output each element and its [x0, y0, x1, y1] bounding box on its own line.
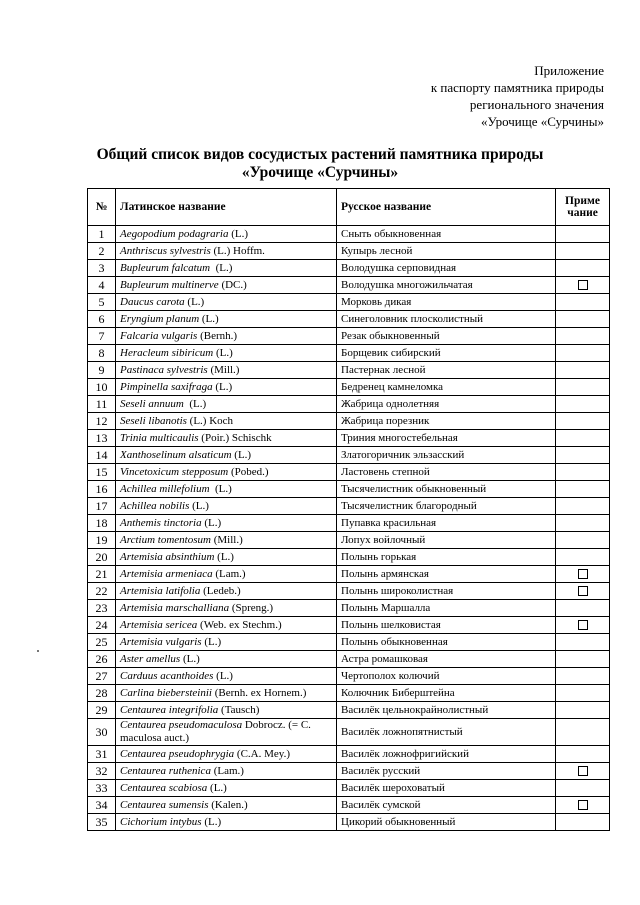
row-number: 17	[88, 498, 116, 515]
row-number: 9	[88, 362, 116, 379]
russian-name: Полынь горькая	[337, 549, 556, 566]
table-row	[88, 600, 610, 617]
author-citation: (L.)	[184, 295, 205, 308]
species-name: Centaurea pseudophrygia	[120, 747, 235, 760]
author-citation: (C.A. Mey.)	[234, 747, 290, 760]
species-name: Aster amellus	[120, 652, 181, 665]
author-citation: (L.)	[183, 397, 207, 410]
note-cell	[556, 702, 610, 719]
note-cell	[556, 464, 610, 481]
row-number: 33	[88, 780, 116, 797]
author-citation: (L.)	[231, 448, 252, 461]
row-number: 21	[88, 566, 116, 583]
latin-name-cell	[116, 379, 337, 396]
latin-name-cell	[116, 498, 337, 515]
author-citation: (L.)	[201, 516, 222, 529]
latin-name-cell	[116, 719, 337, 746]
row-number: 26	[88, 651, 116, 668]
russian-name: Купырь лесной	[337, 243, 556, 260]
author-citation: (Kalen.)	[208, 798, 248, 811]
note-cell	[556, 797, 610, 814]
latin-name-cell	[116, 226, 337, 243]
species-name: Artemisia armeniaca	[120, 567, 213, 580]
species-name: Anthriscus sylvestris	[120, 244, 211, 257]
table-row	[88, 226, 610, 243]
species-name: Arctium tomentosum	[120, 533, 211, 546]
note-cell	[556, 362, 610, 379]
table-row	[88, 549, 610, 566]
author-citation: (Spreng.)	[229, 601, 274, 614]
latin-name-cell	[116, 634, 337, 651]
row-number: 10	[88, 379, 116, 396]
author-citation: (L.)	[201, 635, 222, 648]
species-name: Bupleurum multinerve	[120, 278, 219, 291]
species-name: Centaurea ruthenica	[120, 764, 211, 777]
note-cell	[556, 447, 610, 464]
species-name: Achillea nobilis	[120, 499, 190, 512]
latin-name-cell	[116, 583, 337, 600]
species-name: Cichorium intybus	[120, 815, 202, 828]
author-citation: (L.)	[207, 781, 227, 794]
row-number: 27	[88, 668, 116, 685]
russian-name: Лопух войлочный	[337, 532, 556, 549]
species-name: Seseli libanotis	[120, 414, 187, 427]
russian-name: Колючник Биберштейна	[337, 685, 556, 702]
row-number: 34	[88, 797, 116, 814]
species-name: Falcaria vulgaris	[120, 329, 198, 342]
russian-name: Полынь обыкновенная	[337, 634, 556, 651]
latin-name-cell	[116, 566, 337, 583]
species-name: Centaurea scabiosa	[120, 781, 208, 794]
table-row	[88, 260, 610, 277]
note-cell	[556, 719, 610, 746]
table-row	[88, 797, 610, 814]
table-row	[88, 430, 610, 447]
author-citation: (Lam.)	[212, 567, 246, 580]
latin-name-cell	[116, 260, 337, 277]
note-cell	[556, 328, 610, 345]
table-row	[88, 780, 610, 797]
table-row	[88, 617, 610, 634]
russian-name: Бедренец камнеломка	[337, 379, 556, 396]
table-row	[88, 532, 610, 549]
author-citation: (Poir.) Schischk	[198, 431, 272, 444]
row-number: 15	[88, 464, 116, 481]
checkbox-icon	[578, 800, 588, 810]
appendix-line: регионального значения	[469, 97, 604, 112]
russian-name: Ластовень степной	[337, 464, 556, 481]
row-number: 3	[88, 260, 116, 277]
author-citation: (L.)	[209, 482, 232, 495]
row-number: 16	[88, 481, 116, 498]
latin-name-cell	[116, 814, 337, 831]
species-name: Daucus carota	[120, 295, 185, 308]
species-table	[87, 188, 610, 831]
latin-name-cell	[116, 685, 337, 702]
russian-name: Сныть обыкновенная	[337, 226, 556, 243]
table-row	[88, 396, 610, 413]
table-row	[88, 311, 610, 328]
latin-name-cell	[116, 396, 337, 413]
table-row	[88, 515, 610, 532]
table-row	[88, 668, 610, 685]
note-cell	[556, 600, 610, 617]
russian-name: Жабрица однолетняя	[337, 396, 556, 413]
note-cell	[556, 685, 610, 702]
note-cell	[556, 566, 610, 583]
russian-name: Василёк сумской	[337, 797, 556, 814]
appendix-header	[431, 62, 604, 130]
latin-name-cell	[116, 532, 337, 549]
species-name: Centaurea integrifolia	[120, 703, 219, 716]
author-citation: (L.)	[214, 550, 234, 563]
note-cell	[556, 226, 610, 243]
note-cell	[556, 481, 610, 498]
row-number: 29	[88, 702, 116, 719]
latin-name-cell	[116, 600, 337, 617]
species-name: Artemisia vulgaris	[120, 635, 202, 648]
russian-name: Володушка многожильчатая	[337, 277, 556, 294]
table-row	[88, 243, 610, 260]
note-cell	[556, 345, 610, 362]
author-citation: (L.)	[212, 380, 233, 393]
latin-name-cell	[116, 362, 337, 379]
latin-name-cell	[116, 780, 337, 797]
author-citation: (Bernh.)	[197, 329, 238, 342]
russian-name: Цикорий обыкновенный	[337, 814, 556, 831]
russian-name: Полынь широколистная	[337, 583, 556, 600]
table-row	[88, 294, 610, 311]
note-cell	[556, 413, 610, 430]
title-line: «Урочище «Сурчины»	[241, 164, 399, 181]
row-number: 18	[88, 515, 116, 532]
column-header-note: Приме чание	[556, 189, 610, 226]
note-cell	[556, 430, 610, 447]
note-cell	[556, 294, 610, 311]
species-name: Trinia multicaulis	[120, 431, 199, 444]
author-citation: (L.) Hoffm.	[210, 244, 265, 257]
russian-name: Василёк ложнофригийский	[337, 746, 556, 763]
author-citation: Dobrocz. (= C. maculosa auct.)	[120, 719, 314, 744]
latin-name-cell	[116, 328, 337, 345]
checkbox-icon	[578, 280, 588, 290]
row-number: 8	[88, 345, 116, 362]
author-citation: (L.) Koch	[186, 414, 234, 427]
russian-name: Полынь Маршалла	[337, 600, 556, 617]
checkbox-icon	[578, 586, 588, 596]
note-cell	[556, 277, 610, 294]
author-citation: (L.)	[210, 261, 233, 274]
table-row	[88, 447, 610, 464]
species-name: Achillea millefolium	[120, 482, 210, 495]
russian-name: Тысячелистник благородный	[337, 498, 556, 515]
species-name: Bupleurum falcatum	[120, 261, 211, 274]
row-number: 4	[88, 277, 116, 294]
latin-name-cell	[116, 481, 337, 498]
latin-name-cell	[116, 617, 337, 634]
author-citation: (Web. ex Stechm.)	[197, 618, 282, 631]
latin-name-cell	[116, 515, 337, 532]
latin-name-cell	[116, 430, 337, 447]
russian-name: Пупавка красильная	[337, 515, 556, 532]
species-name: Anthemis tinctoria	[120, 516, 202, 529]
note-cell	[556, 814, 610, 831]
row-number: 1	[88, 226, 116, 243]
note-cell	[556, 498, 610, 515]
row-number: 14	[88, 447, 116, 464]
row-number: 25	[88, 634, 116, 651]
latin-name-cell	[116, 447, 337, 464]
russian-name: Борщевик сибирский	[337, 345, 556, 362]
row-number: 24	[88, 617, 116, 634]
latin-name-cell	[116, 464, 337, 481]
russian-name: Тысячелистник обыкновенный	[337, 481, 556, 498]
author-citation: (Tausch)	[218, 703, 260, 716]
author-citation: (L.)	[201, 815, 222, 828]
author-citation: (Bernh. ex Hornem.)	[211, 686, 307, 699]
column-header-number: №	[88, 189, 116, 226]
species-name: Eryngium planum	[120, 312, 200, 325]
table-body	[88, 226, 610, 831]
species-name: Artemisia sericea	[120, 618, 198, 631]
species-name: Centaurea sumensis	[120, 798, 209, 811]
russian-name: Синеголовник плосколистный	[337, 311, 556, 328]
latin-name-cell	[116, 311, 337, 328]
latin-name-cell	[116, 277, 337, 294]
russian-name: Морковь дикая	[337, 294, 556, 311]
document-title	[0, 146, 640, 182]
row-number: 30	[88, 719, 116, 746]
table-row	[88, 277, 610, 294]
row-number: 13	[88, 430, 116, 447]
table-row	[88, 814, 610, 831]
appendix-line: к паспорту памятника природы	[430, 80, 604, 95]
russian-name: Полынь армянская	[337, 566, 556, 583]
table-row	[88, 583, 610, 600]
table-row	[88, 464, 610, 481]
row-number: 35	[88, 814, 116, 831]
note-cell	[556, 651, 610, 668]
note-cell	[556, 763, 610, 780]
row-number: 6	[88, 311, 116, 328]
note-cell	[556, 634, 610, 651]
species-name: Heracleum sibiricum	[120, 346, 214, 359]
russian-name: Василёк цельнокрайнолистный	[337, 702, 556, 719]
species-name: Artemisia latifolia	[120, 584, 201, 597]
russian-name: Василёк русский	[337, 763, 556, 780]
russian-name: Василёк ложнопятнистый	[337, 719, 556, 746]
table-row	[88, 362, 610, 379]
table-row	[88, 566, 610, 583]
author-citation: (L.)	[213, 346, 233, 359]
author-citation: (Mill.)	[207, 363, 240, 376]
russian-name: Полынь шелковистая	[337, 617, 556, 634]
russian-name: Златогоричник эльзасский	[337, 447, 556, 464]
column-header-russian: Русское название	[337, 189, 556, 226]
species-name: Aegopodium podagraria	[120, 227, 229, 240]
author-citation: (L.)	[189, 499, 209, 512]
appendix-line: Приложение	[534, 63, 604, 78]
species-name: Centaurea pseudomaculosa	[120, 719, 243, 731]
latin-name-cell	[116, 668, 337, 685]
note-cell	[556, 532, 610, 549]
note-cell	[556, 396, 610, 413]
row-number: 7	[88, 328, 116, 345]
row-number: 32	[88, 763, 116, 780]
row-number: 2	[88, 243, 116, 260]
author-citation: (Pobed.)	[228, 465, 269, 478]
appendix-line: «Урочище «Сурчины»	[481, 114, 604, 129]
russian-name: Василёк шероховатый	[337, 780, 556, 797]
row-number: 22	[88, 583, 116, 600]
margin-mark	[37, 650, 39, 652]
species-name: Carlina biebersteinii	[120, 686, 212, 699]
table-row	[88, 413, 610, 430]
note-cell	[556, 260, 610, 277]
latin-name-cell	[116, 763, 337, 780]
table-row	[88, 702, 610, 719]
table-row	[88, 634, 610, 651]
russian-name: Володушка серповидная	[337, 260, 556, 277]
note-cell	[556, 780, 610, 797]
note-cell	[556, 583, 610, 600]
latin-name-cell	[116, 294, 337, 311]
russian-name: Жабрица порезник	[337, 413, 556, 430]
title-line: Общий список видов сосудистых растений памятника природы	[96, 146, 544, 163]
note-cell	[556, 379, 610, 396]
row-number: 31	[88, 746, 116, 763]
latin-name-cell	[116, 549, 337, 566]
latin-name-cell	[116, 746, 337, 763]
note-cell	[556, 617, 610, 634]
table-row	[88, 481, 610, 498]
russian-name: Пастернак лесной	[337, 362, 556, 379]
species-name: Pimpinella saxifraga	[120, 380, 213, 393]
note-cell	[556, 549, 610, 566]
checkbox-icon	[578, 569, 588, 579]
author-citation: (Ledeb.)	[200, 584, 241, 597]
latin-name-cell	[116, 345, 337, 362]
column-header-latin: Латинское название	[116, 189, 337, 226]
latin-name-cell	[116, 413, 337, 430]
note-cell	[556, 243, 610, 260]
species-name: Artemisia absinthium	[120, 550, 215, 563]
latin-name-cell	[116, 797, 337, 814]
species-name: Xanthoselinum alsaticum	[120, 448, 232, 461]
author-citation: (L.)	[213, 669, 233, 682]
table-row	[88, 345, 610, 362]
species-name: Artemisia marschalliana	[120, 601, 230, 614]
author-citation: (L.)	[180, 652, 200, 665]
author-citation: (L.)	[199, 312, 219, 325]
row-number: 11	[88, 396, 116, 413]
russian-name: Чертополох колючий	[337, 668, 556, 685]
row-number: 5	[88, 294, 116, 311]
latin-name-cell	[116, 702, 337, 719]
author-citation: (Lam.)	[210, 764, 244, 777]
table-row	[88, 719, 610, 746]
species-name: Pastinaca sylvestris	[120, 363, 208, 376]
table-row	[88, 651, 610, 668]
russian-name: Астра ромашковая	[337, 651, 556, 668]
table-header-row	[88, 189, 610, 226]
checkbox-icon	[578, 620, 588, 630]
species-name: Seseli annuum	[120, 397, 184, 410]
note-cell	[556, 311, 610, 328]
checkbox-icon	[578, 766, 588, 776]
author-citation: (L.)	[228, 227, 249, 240]
table-row	[88, 763, 610, 780]
row-number: 23	[88, 600, 116, 617]
note-cell	[556, 746, 610, 763]
row-number: 19	[88, 532, 116, 549]
row-number: 28	[88, 685, 116, 702]
table-row	[88, 685, 610, 702]
table-row	[88, 746, 610, 763]
table-row	[88, 379, 610, 396]
table-row	[88, 498, 610, 515]
table-row	[88, 328, 610, 345]
latin-name-cell	[116, 651, 337, 668]
row-number: 20	[88, 549, 116, 566]
latin-name-cell	[116, 243, 337, 260]
row-number: 12	[88, 413, 116, 430]
species-name: Vincetoxicum stepposum	[120, 465, 229, 478]
russian-name: Триния многостебельная	[337, 430, 556, 447]
author-citation: (DC.)	[218, 278, 247, 291]
note-cell	[556, 668, 610, 685]
author-citation: (Mill.)	[210, 533, 243, 546]
russian-name: Резак обыкновенный	[337, 328, 556, 345]
note-cell	[556, 515, 610, 532]
species-name: Carduus acanthoides	[120, 669, 214, 682]
